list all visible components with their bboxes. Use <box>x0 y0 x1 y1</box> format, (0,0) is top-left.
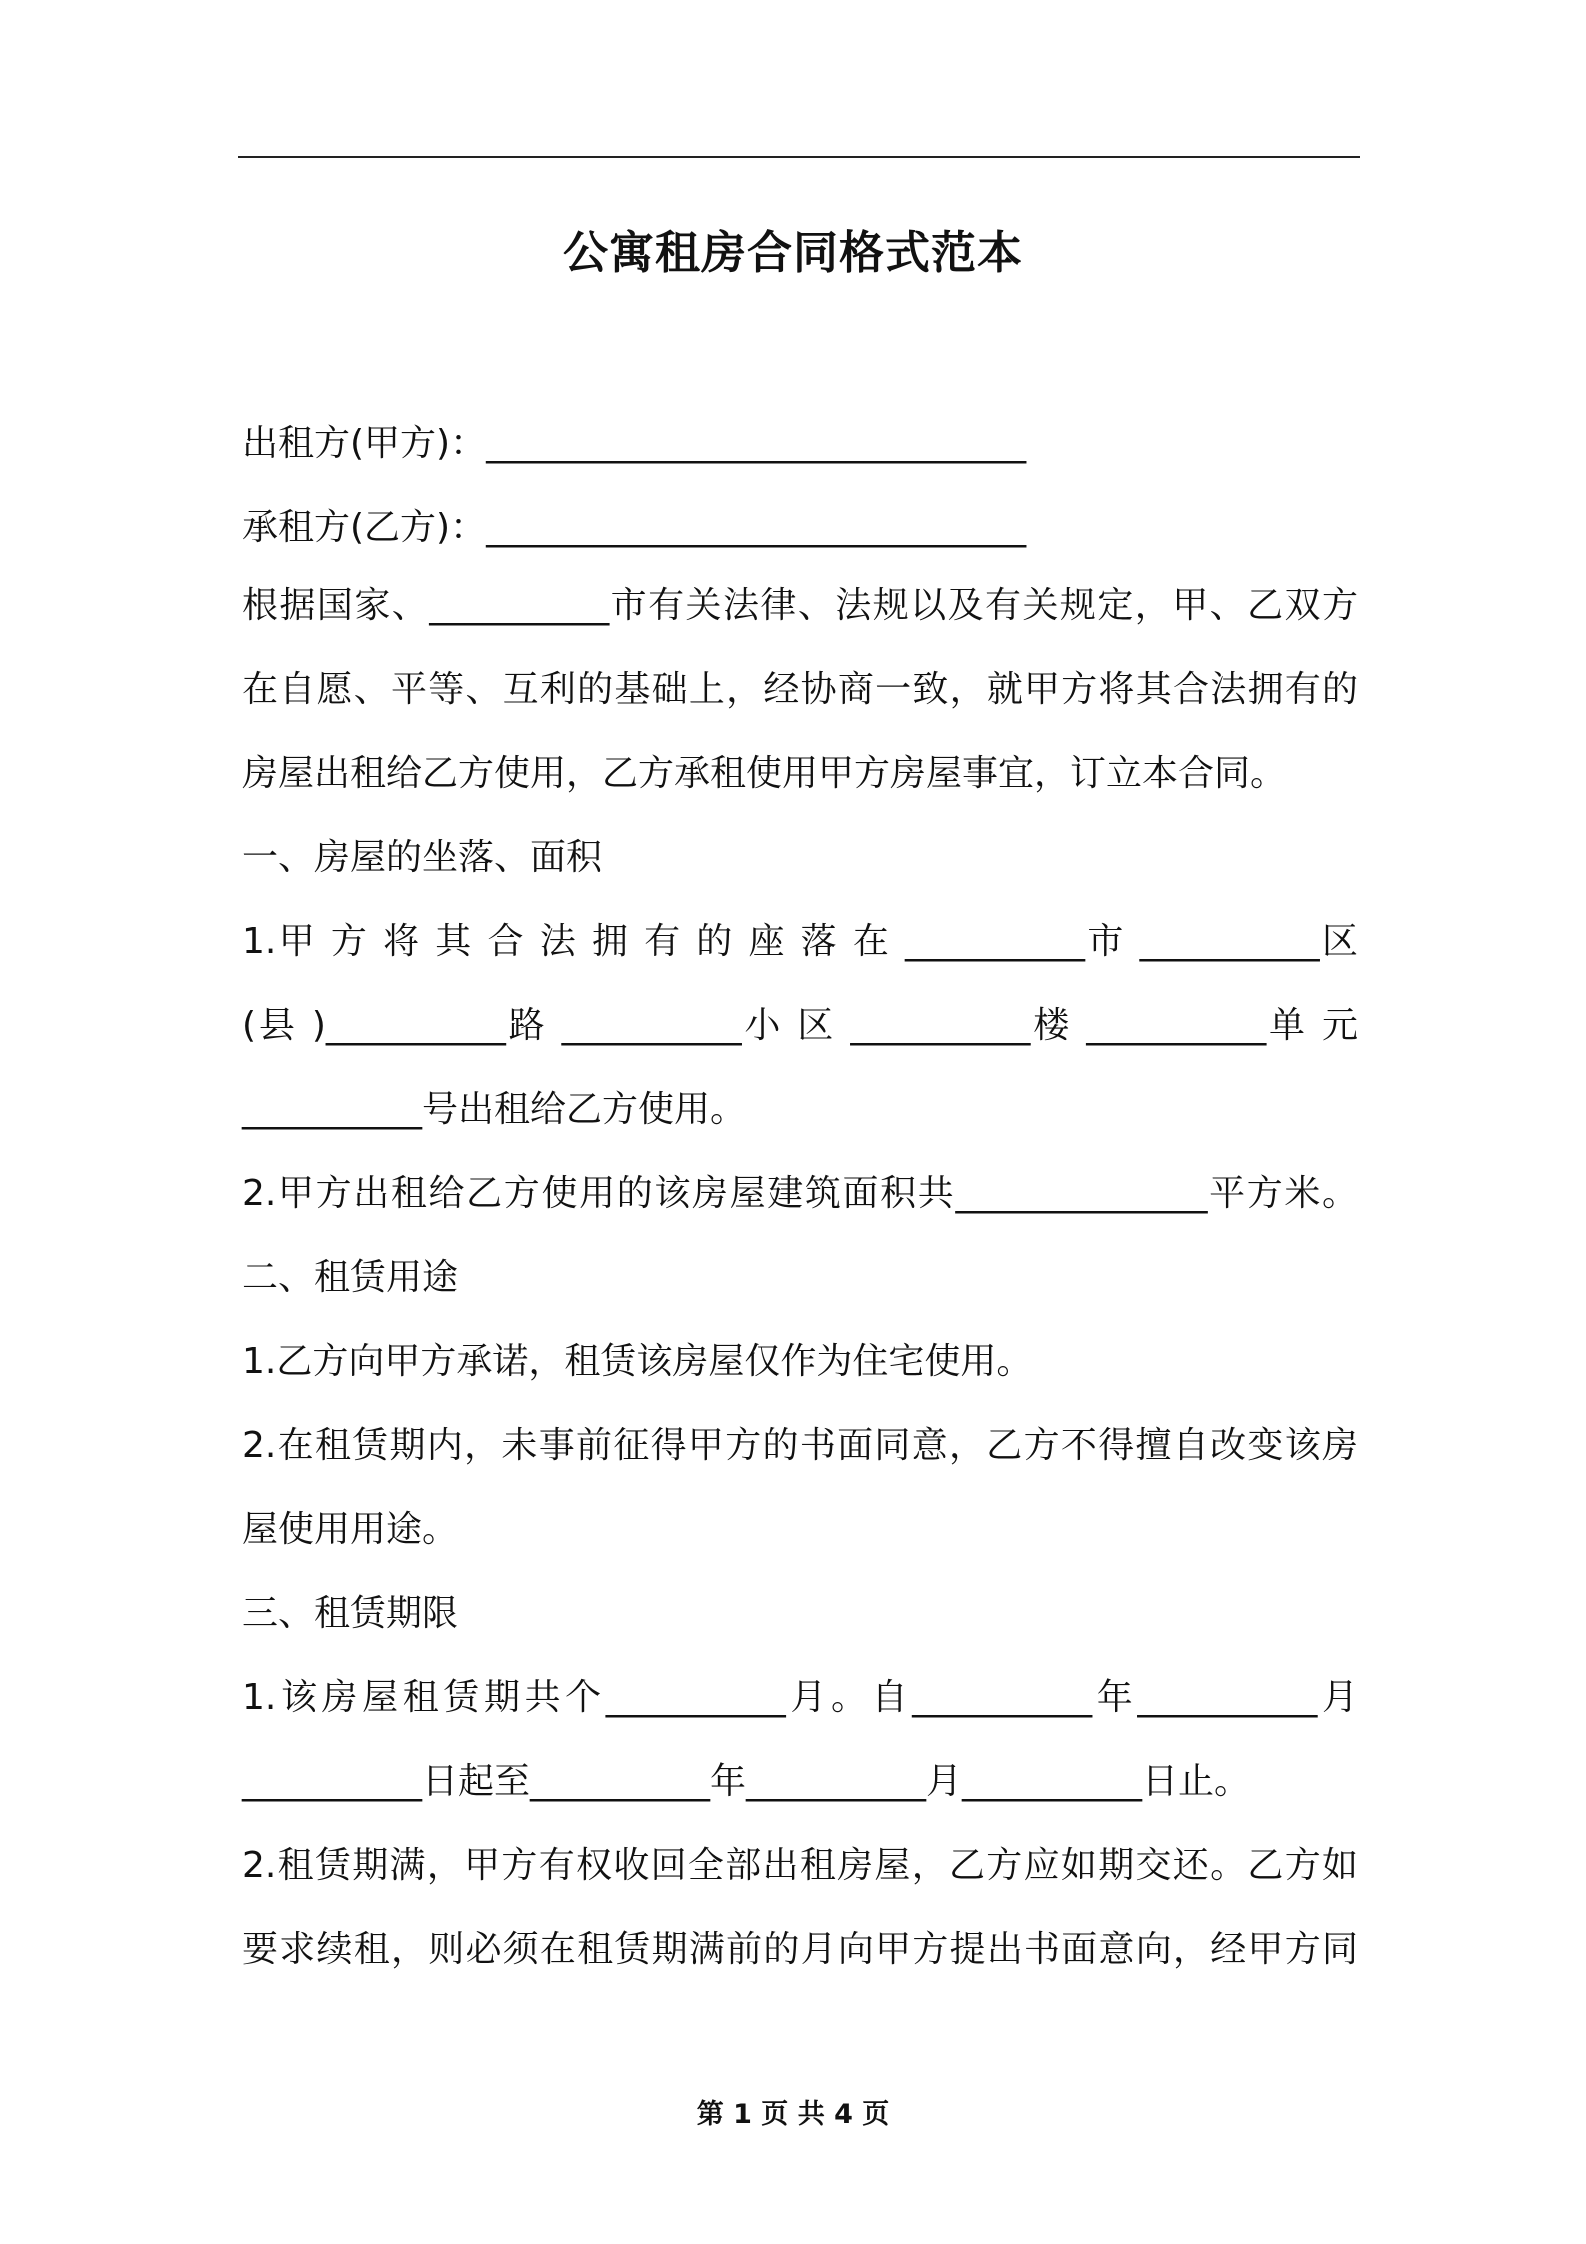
body-line: 在自愿、平等、互利的基础上，经协商一致，就甲方将其合法拥有的 <box>242 669 1358 710</box>
clause-line: 2.在租赁期内，未事前征得甲方的书面同意，乙方不得擅自改变该房 <box>242 1425 1358 1466</box>
clause-line: 1.乙方向甲方承诺，租赁该房屋仅作为住宅使用。 <box>242 1341 1033 1382</box>
body-line: 根据国家、__________市有关法律、法规以及有关规定，甲、乙双方 <box>242 585 1358 626</box>
lessor-line: 出租方(甲方)：______________________________ <box>242 423 1027 464</box>
clause-line: 要求续租，则必须在租赁期满前的月向甲方提出书面意向，经甲方同 <box>242 1929 1358 1970</box>
body-line: 房屋出租给乙方使用，乙方承租使用甲方房屋事宜，订立本合同。 <box>242 753 1287 794</box>
clause-line: 1.甲 方 将 其 合 法 拥 有 的 座 落 在 __________市 __________区 <box>242 921 1358 962</box>
section-heading: 一、房屋的坐落、面积 <box>242 837 603 878</box>
clause-line: __________日起至__________年__________月__________日止。 <box>242 1761 1251 1802</box>
clause-line: __________号出租给乙方使用。 <box>242 1089 747 1130</box>
section-heading: 三、租赁期限 <box>242 1593 459 1634</box>
clause-line: 1.该房屋租赁期共个__________月。自__________年__________月 <box>242 1677 1358 1718</box>
header-rule <box>238 156 1360 158</box>
clause-line: (县 )__________路 __________小 区 __________楼 __________单 元 <box>242 1005 1359 1046</box>
document-title: 公寓租房合同格式范本 <box>562 226 1023 279</box>
page-number: 第 1 页 共 4 页 <box>696 2099 890 2130</box>
clause-line: 2.租赁期满，甲方有权收回全部出租房屋，乙方应如期交还。乙方如 <box>242 1845 1358 1886</box>
section-heading: 二、租赁用途 <box>242 1257 459 1298</box>
lessee-line: 承租方(乙方)：______________________________ <box>242 507 1027 548</box>
clause-line: 2.甲方出租给乙方使用的该房屋建筑面积共______________平方米。 <box>242 1173 1358 1214</box>
clause-line: 屋使用用途。 <box>242 1509 459 1550</box>
